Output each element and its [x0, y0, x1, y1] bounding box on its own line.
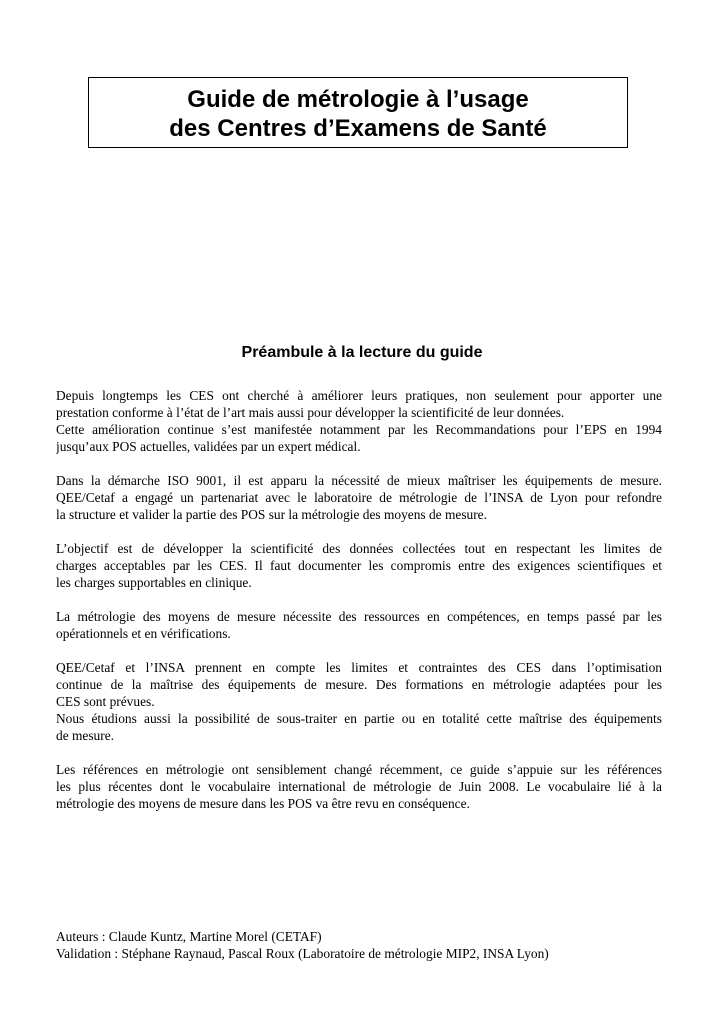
preamble-body [56, 387, 662, 829]
paragraph-line: de mesure. [56, 728, 115, 743]
paragraph-line: les charges supportables en clinique. [56, 575, 252, 590]
document-title-box [88, 77, 628, 148]
section-heading: Préambule à la lecture du guide [241, 344, 483, 361]
paragraph-2 [56, 472, 662, 523]
paragraph-line: charges acceptables par les CES. Il faut documenter les compromis entre des exigences scientifiques et [56, 558, 662, 573]
paragraph-line: jusqu’aux POS actuelles, validées par un expert médical. [56, 439, 361, 454]
paragraph-line: L’objectif est de développer la scientificité des données collectées tout en respectant les limites de [56, 541, 662, 556]
paragraph-line: prestation conforme à l’état de l’art mais aussi pour développer la scientificité de leur données. [56, 405, 565, 420]
paragraph-line: Nous étudions aussi la possibilité de sous-traiter en partie ou en totalité cette maîtrise des équipements [56, 711, 662, 726]
paragraph-line: Dans la démarche ISO 9001, il est apparu la nécessité de mieux maîtriser les équipements de mesure. [56, 473, 662, 488]
paragraph-6 [56, 761, 662, 812]
paragraph-line: Cette amélioration continue s’est manifestée notamment par les Recommandations pour l’EPS en 1994 [56, 422, 662, 437]
paragraph-3 [56, 540, 662, 591]
paragraph-line: QEE/Cetaf et l’INSA prennent en compte les limites et contraintes des CES dans l’optimisation [56, 660, 662, 675]
paragraph-line: opérationnels et en vérifications. [56, 626, 231, 641]
document-title-line-1: Guide de métrologie à l’usage [187, 86, 529, 113]
paragraph-line: CES sont prévues. [56, 694, 155, 709]
paragraph-line: la structure et valider la partie des POS sur la métrologie des moyens de mesure. [56, 507, 487, 522]
paragraph-1 [56, 387, 662, 455]
validation-line: Validation : Stéphane Raynaud, Pascal Roux (Laboratoire de métrologie MIP2, INSA Lyon) [56, 946, 549, 961]
paragraph-line: Les références en métrologie ont sensiblement changé récemment, ce guide s’appuie sur les références [56, 762, 662, 777]
paragraph-line: La métrologie des moyens de mesure nécessite des ressources en compétences, en temps passé par les [56, 609, 662, 624]
paragraph-line: continue de la maîtrise des équipements de mesure. Des formations en métrologie adaptées pour les [56, 677, 662, 692]
paragraph-line: métrologie des moyens de mesure dans les POS va être revu en conséquence. [56, 796, 470, 811]
paragraph-line: les plus récentes dont le vocabulaire international de métrologie de Juin 2008. Le vocabulaire lié à la [56, 779, 662, 794]
authors-line: Auteurs : Claude Kuntz, Martine Morel (CETAF) [56, 929, 322, 944]
paragraph-line: Depuis longtemps les CES ont cherché à améliorer leurs pratiques, non seulement pour apporter une [56, 388, 662, 403]
document-footer [56, 928, 676, 962]
paragraph-4 [56, 608, 662, 642]
document-title-line-2: des Centres d’Examens de Santé [169, 115, 547, 142]
paragraph-5 [56, 659, 662, 744]
paragraph-line: QEE/Cetaf a engagé un partenariat avec le laboratoire de métrologie de l’INSA de Lyon pour refondre [56, 490, 662, 505]
